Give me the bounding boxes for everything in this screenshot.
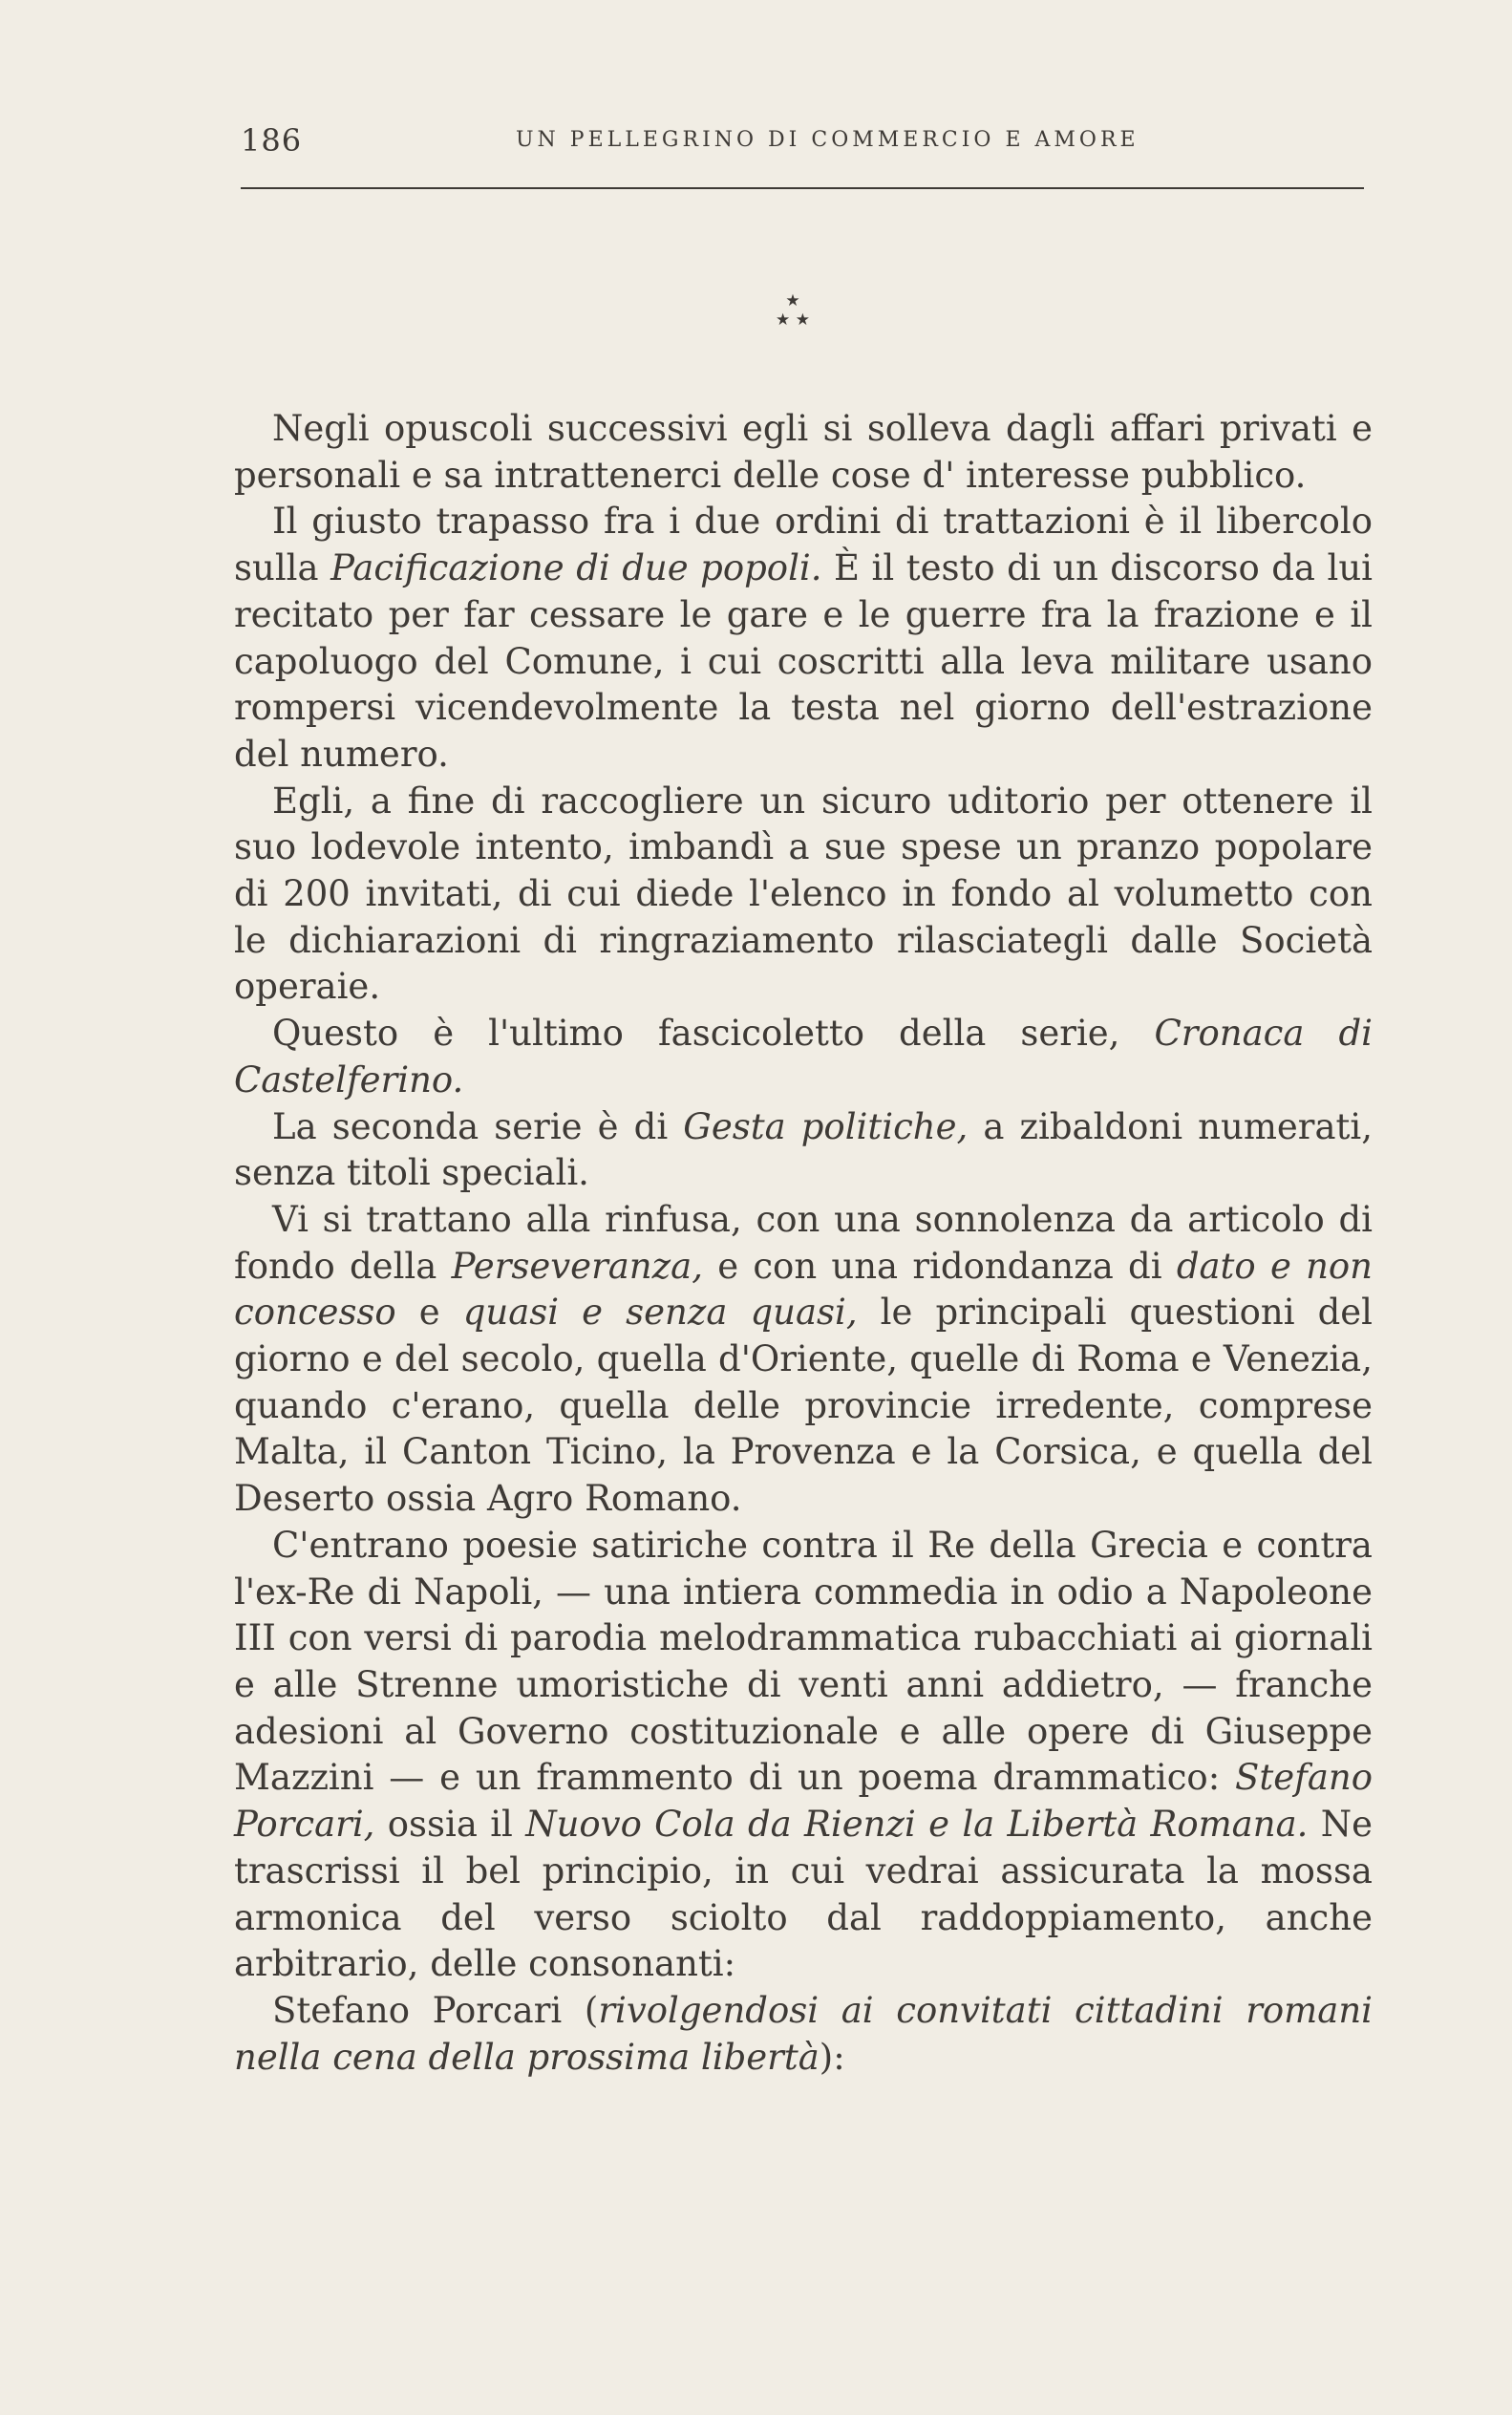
italic-title: Perseveranza, (451, 1245, 703, 1287)
text-run: Il giusto trapasso fra i due ordini di trattazioni è il libercolo sulla (234, 501, 1373, 589)
running-title: UN PELLEGRINO DI COMMERCIO E AMORE (516, 128, 1139, 152)
text-run: a zibaldoni numerati, senza titoli speciali. (234, 1105, 1374, 1194)
paragraph (234, 1011, 1373, 1103)
paragraph (234, 406, 1373, 499)
italic-title: quasi e senza quasi, (462, 1292, 858, 1334)
asterism-top: ★ (785, 291, 800, 310)
text-run: Ne trascrissi il bel principio, in cui vedrai assicurata la mossa armonica del verso sciolto dal raddoppiamento, anche arbitrario, delle consonanti: (234, 1804, 1373, 1985)
asterism (764, 291, 821, 330)
asterism-bottom: ★ ★ (776, 310, 810, 330)
page-number: 186 (241, 122, 303, 159)
text-run: Stefano Porcari ( (272, 1989, 599, 2031)
text-run: ossia il (374, 1804, 526, 1846)
paragraph (234, 1988, 1373, 2081)
paragraph (234, 1523, 1373, 1988)
paragraph (234, 1197, 1373, 1523)
text-run: C'entrano poesie satiriche contra il Re della Grecia e contra l'ex-Re di Napoli, — una intiera commedia in odio a Napoleone III con versi di parodia melodrammatica rubacchiati ai giornali e alle Strenne umoristiche di venti anni addietro, — franche adesioni al Governo costituzionale e alle opere di Giuseppe Mazzini — e un frammento di un poema drammatico: (234, 1524, 1373, 1799)
text-run: Negli opuscoli successivi egli si solleva dagli affari privati e personali e sa intrattenerci delle cose d' interesse pubblico. (234, 408, 1373, 496)
italic-title: Cronaca di Castelferino. (234, 1013, 1373, 1101)
text-run: ): (819, 2036, 845, 2078)
text-run: le principali questioni del giorno e del secolo, quella d'Oriente, quelle di Roma e Venezia, quando c'erano, quella delle provincie irredente, comprese Malta, il Canton Ticino, la Provenza e la Corsica, e quella del Deserto ossia Agro Romano. (234, 1292, 1374, 1520)
body-text (234, 406, 1373, 2081)
italic-title: Pacificazione di due popoli. (330, 547, 822, 589)
header-rule (241, 187, 1364, 189)
paragraph (234, 499, 1373, 778)
paragraph (234, 779, 1373, 1012)
text-run: È il testo di un discorso da lui recitato per far cessare le gare e le guerre fra la frazione e il capoluogo del Comune, i cui coscritti alla leva militare usano rompersi vicendevolmente la testa nel giorno dell'estrazione del numero. (234, 547, 1373, 775)
text-run: e (395, 1292, 463, 1334)
italic-title: Nuovo Cola da Rienzi e la Libertà Romana. (525, 1804, 1309, 1846)
italic-title: Gesta politiche, (683, 1105, 969, 1147)
text-run: e con una ridondanza di (702, 1245, 1177, 1287)
italic-title: dato e non concesso (234, 1245, 1374, 1334)
text-run: La seconda serie è di (272, 1105, 684, 1147)
italic-title: rivolgendosi ai convitati cittadini romani nella cena della prossima libertà (234, 1989, 1373, 2078)
paragraph (234, 1104, 1373, 1197)
text-run: Egli, a fine di raccogliere un sicuro uditorio per ottenere il suo lodevole intento, imbandì a sue spese un pranzo popolare di 200 invitati, di cui diede l'elenco in fondo al volumetto con le dichiarazioni di ringraziamento rilasciategli dalle Società operaie. (234, 780, 1373, 1008)
text-run: Questo è l'ultimo fascicoletto della serie, (272, 1013, 1155, 1055)
italic-title: Stefano Porcari, (234, 1757, 1373, 1846)
text-run: Vi si trattano alla rinfusa, con una sonnolenza da articolo di fondo della (234, 1198, 1373, 1287)
